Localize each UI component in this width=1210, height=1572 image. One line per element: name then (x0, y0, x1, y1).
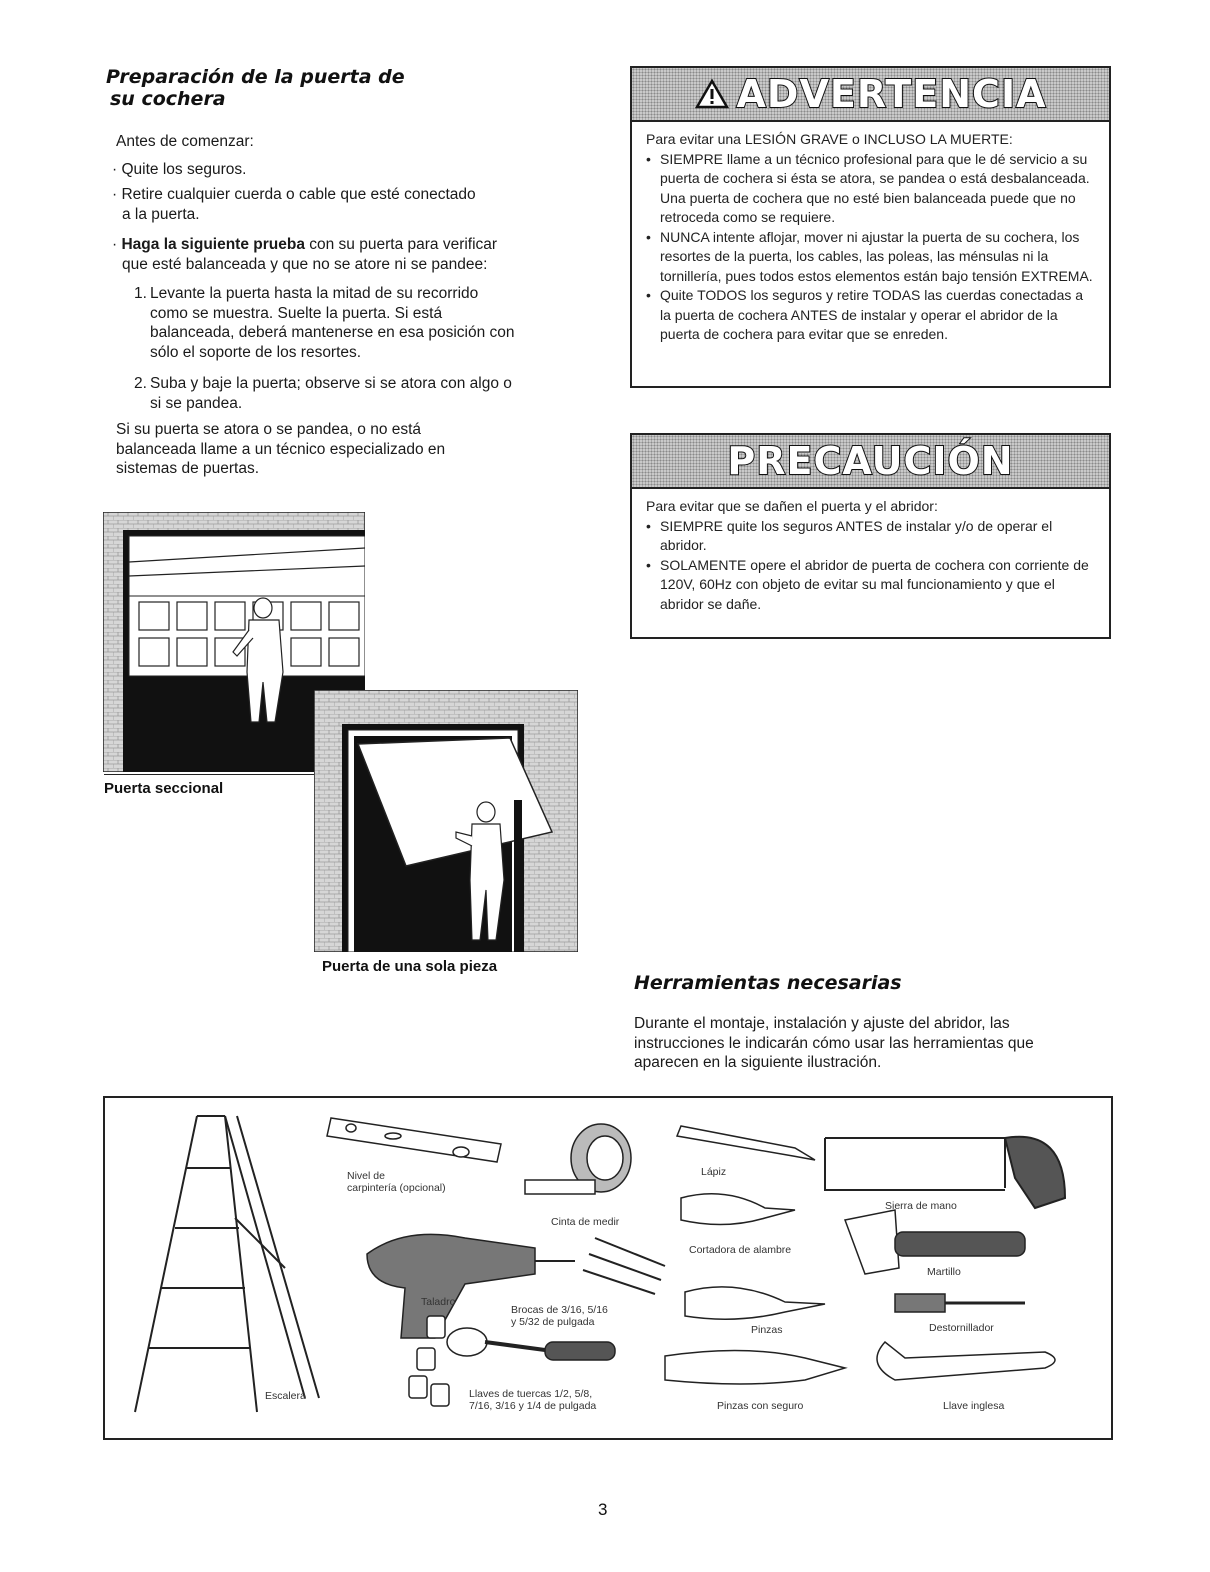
tools-intro: Durante el montaje, instalación y ajuste del abridor, las instrucciones le indicarán cómo usar las herramientas que aparecen en la siguiente ilustración. (634, 1015, 1034, 1071)
caution-header (632, 435, 1109, 489)
warning-title: ADVERTENCIA (736, 72, 1047, 116)
closing-text: Si su puerta se atora o se pandea, o no está balanceada llame a un técnico especializado en sistemas de puertas. (116, 421, 446, 477)
intro-text: Antes de comenzar: (116, 133, 254, 150)
warning-item: • Quite TODOS los seguros y retire TODAS las cuerdas conectadas a la puerta de cochera ANTES de instalar y operar el abridor de la puerta de cochera para evitar que se enreden. (646, 286, 1095, 345)
label-drill-bits: Brocas de 3/16, 5/16 y 5/32 de pulgada (511, 1304, 608, 1328)
warning-text: Para evitar una LESIÓN GRAVE o INCLUSO LA MUERTE: • SIEMPRE llame a un técnico profesional para que le dé servicio a su puerta de cochera si ésta se atora, se pandea o está desbalanceada. Una puerta de cochera que no esté bien balanceada puede que no retroceda como se requiere. • NUNCA intente aflojar, mover ni ajustar la puerta de su cochera, los resortes de la puerta, los cables, las poleas, las ménsulas ni la tornillería, pues todos estos elementos están bajo tensión EXTREMA. • Quite TODOS los seguros y retire TODAS las cuerdas conectadas a la puerta de cochera ANTES de instalar y operar el abridor de la puerta de cochera para evitar que se enreden. (646, 130, 1095, 345)
wire-cutter-icon (681, 1194, 795, 1225)
pliers-icon (685, 1287, 825, 1319)
bullet-remove-ropes: · Retire cualquier cuerda o cable que esté conectado a la puerta. (112, 186, 476, 223)
label-drill: Taladro (421, 1296, 456, 1308)
label-wrench: Llave inglesa (943, 1400, 1005, 1412)
drill-bits-icon (583, 1238, 665, 1294)
warning-triangle-icon (695, 79, 729, 109)
hacksaw-icon (825, 1137, 1065, 1208)
label-sockets: Llaves de tuercas 1/2, 5/8, 7/16, 3/16 y 1/4 de pulgada (469, 1388, 597, 1412)
one-piece-door-illustration (314, 690, 578, 952)
label-ladder: Escalera (265, 1390, 306, 1402)
label-tape-measure: Cinta de medir (551, 1216, 620, 1228)
tape-measure-icon (525, 1124, 631, 1194)
page-number: 3 (598, 1500, 608, 1519)
warning-item: • NUNCA intente aflojar, mover ni ajustar la puerta de su cochera, los resortes de la puerta, los cables, las poleas, las ménsulas ni la tornillería, pues todos estos elementos están bajo tensión EXTREMA. (646, 228, 1095, 287)
level-icon (327, 1118, 501, 1162)
caution-title: PRECAUCIÓN (727, 439, 1014, 483)
label-hacksaw: Sierra de mano (885, 1200, 957, 1212)
ratchet-icon (447, 1328, 615, 1360)
caution-item: • SOLAMENTE opere el abridor de puerta de cochera con corriente de 120V, 60Hz con objeto de evitar su mal funcionamiento y que el abridor se dañe. (646, 556, 1095, 615)
one-piece-door-drawing (314, 690, 578, 952)
caution-text: Para evitar que se dañen el puerta y el abridor: • SIEMPRE quite los seguros ANTES de instalar y/o de operar el abridor. • SOLAMENTE opere el abridor de puerta de cochera con corriente de 120V, 60Hz con objeto de evitar su mal funcionamiento y que el abridor se dañe. (646, 497, 1095, 614)
caution-box (630, 433, 1111, 639)
adjustable-wrench-icon (877, 1342, 1055, 1380)
section-title-garage-door: Preparación de la puerta de su cochera (106, 66, 405, 110)
label-vise-grip: Pinzas con seguro (717, 1400, 804, 1412)
caption-sectional-door: Puerta seccional (104, 780, 224, 797)
bullet-balance-test: · Haga la siguiente prueba con su puerta para verificar que esté balanceada y que no se atore ni se pandee: (112, 236, 498, 273)
tools-title: Herramientas necesarias (634, 972, 902, 994)
warning-item: • SIEMPRE llame a un técnico profesional para que le dé servicio a su puerta de cochera si ésta se atora, se pandea o está desbalanceada. Una puerta de cochera que no esté bien balanceada puede que no retroceda como se requiere. (646, 150, 1095, 228)
pencil-icon (677, 1126, 815, 1160)
label-pencil: Lápiz (701, 1166, 727, 1178)
warning-header (632, 68, 1109, 122)
bullet-remove-locks: · Quite los seguros. (112, 161, 247, 178)
label-pliers: Pinzas (751, 1324, 783, 1336)
screwdriver-icon (895, 1294, 1025, 1312)
caption-one-piece-door: Puerta de una sola pieza (322, 958, 498, 975)
label-wire-cutter: Cortadora de alambre (689, 1244, 792, 1256)
hammer-icon (845, 1210, 1025, 1274)
label-hammer: Martillo (927, 1266, 961, 1278)
tools-illustration (103, 1096, 1113, 1440)
ladder-icon (135, 1116, 319, 1412)
label-screwdriver: Destornillador (929, 1322, 994, 1334)
label-level: Nivel de carpintería (opcional) (347, 1170, 446, 1194)
caption-line-sectional (104, 774, 314, 775)
vise-grip-icon (665, 1350, 845, 1384)
caution-item: • SIEMPRE quite los seguros ANTES de instalar y/o de operar el abridor. (646, 517, 1095, 556)
warning-box (630, 66, 1111, 388)
